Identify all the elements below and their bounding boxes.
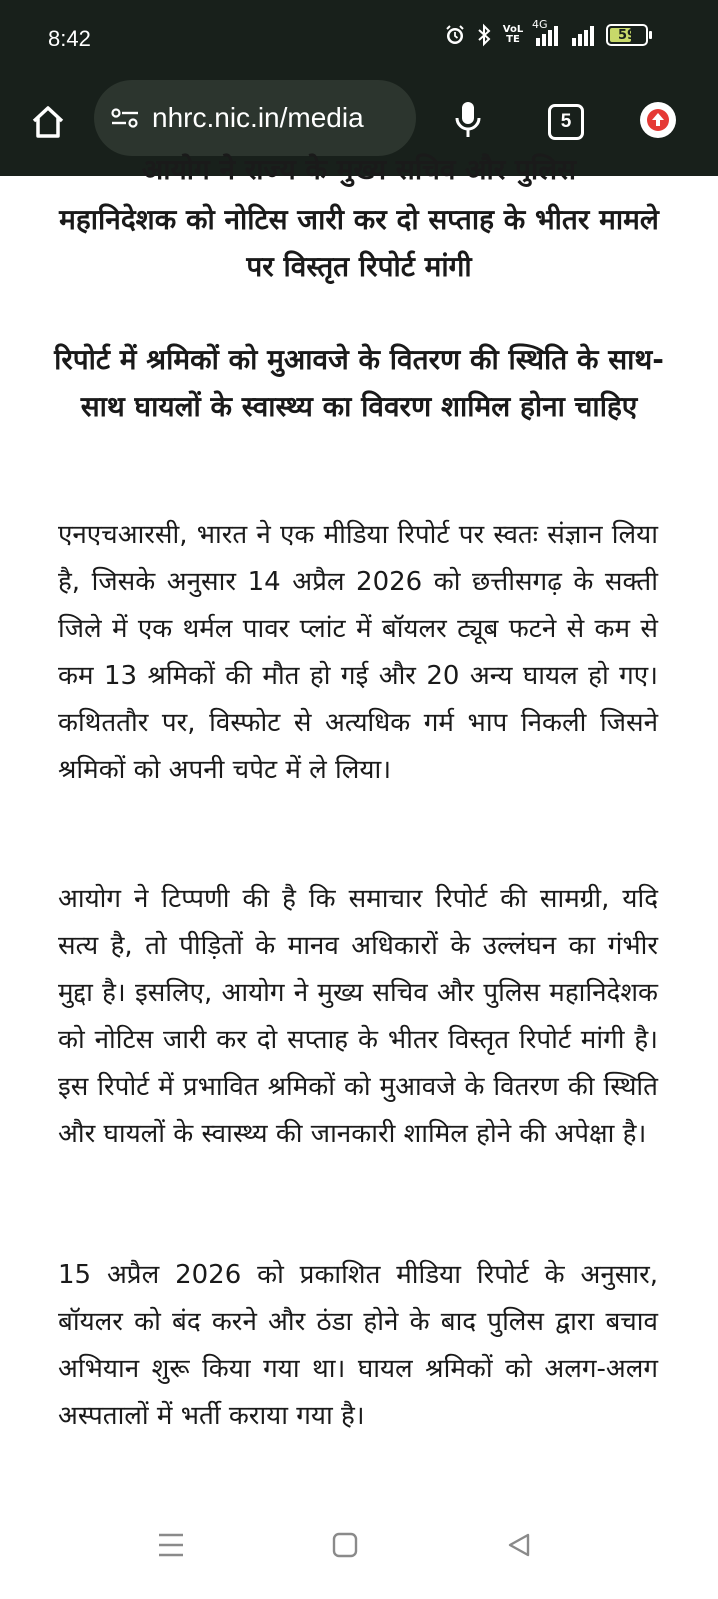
battery-icon bbox=[606, 24, 652, 46]
update-button[interactable] bbox=[640, 102, 676, 138]
article-heading-cut: आयोग ने राज्य के मुख्य सचिव और पुलिस bbox=[141, 153, 577, 186]
tabs-button[interactable] bbox=[548, 104, 584, 140]
microphone-button[interactable] bbox=[450, 100, 486, 140]
site-settings-icon[interactable] bbox=[110, 103, 140, 133]
url-bar[interactable] bbox=[94, 80, 416, 156]
menu-icon bbox=[157, 1532, 185, 1558]
volte-label: VoLTE bbox=[502, 24, 524, 45]
status-icons bbox=[444, 18, 652, 46]
article-heading-2: रिपोर्ट में श्रमिकों को मुआवजे के वितरण की स्थिति के साथ-साथ घायलों के स्वास्थ्य का विवरण शामिल होना चाहिए bbox=[54, 343, 664, 423]
update-icon bbox=[640, 102, 676, 138]
article-heading-1: महानिदेशक को नोटिस जारी कर दो सप्ताह के भीतर मामले पर विस्तृत रिपोर्ट मांगी bbox=[59, 203, 659, 283]
tab-count: 5 bbox=[560, 111, 572, 132]
signal-icon bbox=[532, 18, 560, 46]
status-time: 8:42 bbox=[48, 26, 91, 51]
battery-body bbox=[606, 24, 648, 46]
home-nav-button[interactable] bbox=[330, 1530, 360, 1560]
home-icon bbox=[28, 102, 68, 142]
system-nav-bar bbox=[0, 1496, 718, 1599]
back-nav-button[interactable] bbox=[504, 1530, 534, 1560]
recent-apps-button[interactable] bbox=[156, 1530, 186, 1560]
volte-icon bbox=[502, 25, 524, 45]
status-bar bbox=[0, 0, 718, 80]
network-label: 4G bbox=[532, 18, 548, 31]
alarm-icon bbox=[444, 24, 466, 46]
bluetooth-icon bbox=[476, 24, 492, 46]
article-content bbox=[0, 153, 718, 1496]
battery-tip bbox=[649, 31, 652, 39]
url-text[interactable]: nhrc.nic.in/media bbox=[152, 102, 364, 133]
battery-level: 59 bbox=[617, 27, 637, 43]
back-icon bbox=[506, 1532, 532, 1558]
article-paragraph-1: एनएचआरसी, भारत ने एक मीडिया रिपोर्ट पर स्वतः संज्ञान लिया है, जिसके अनुसार 14 अप्रैल 2026 को छत्तीसगढ़ के सक्ती जिले में एक थर्मल पावर प्लांट में बॉयलर ट्यूब फटने से कम से कम 13 श्रमिकों की मौत हो गई और 20 अन्य घायल हो गए। कथिततौर पर, विस्फोट से अत्यधिक गर्म भाप निकली जिसने श्रमिकों को अपनी चपेट में ले लिया। bbox=[58, 520, 658, 785]
article-paragraph-2: आयोग ने टिप्पणी की है कि समाचार रिपोर्ट की सामग्री, यदि सत्य है, तो पीड़ितों के मानव अधिकारों के उल्लंघन का गंभीर मुद्दा है। इसलिए, आयोग ने मुख्य सचिव और पुलिस महानिदेशक को नोटिस जारी कर दो सप्ताह के भीतर विस्तृत रिपोर्ट मांगी है। इस रिपोर्ट में प्रभावित श्रमिकों को मुआवजे के वितरण की स्थिति और घायलों के स्वास्थ्य की जानकारी शामिल होने की अपेक्षा है। bbox=[58, 884, 658, 1149]
article-paragraph-3: 15 अप्रैल 2026 को प्रकाशित मीडिया रिपोर्ट के अनुसार, बॉयलर को बंद करने और ठंडा होने के बाद पुलिस द्वारा बचाव अभियान शुरू किया गया था। घायल श्रमिकों को अलग-अलग अस्पतालों में भर्ती कराया गया है। bbox=[58, 1260, 658, 1431]
home-square-icon bbox=[332, 1532, 358, 1558]
home-button[interactable] bbox=[26, 100, 70, 144]
microphone-icon bbox=[453, 100, 483, 140]
signal-icon-2 bbox=[570, 24, 596, 46]
